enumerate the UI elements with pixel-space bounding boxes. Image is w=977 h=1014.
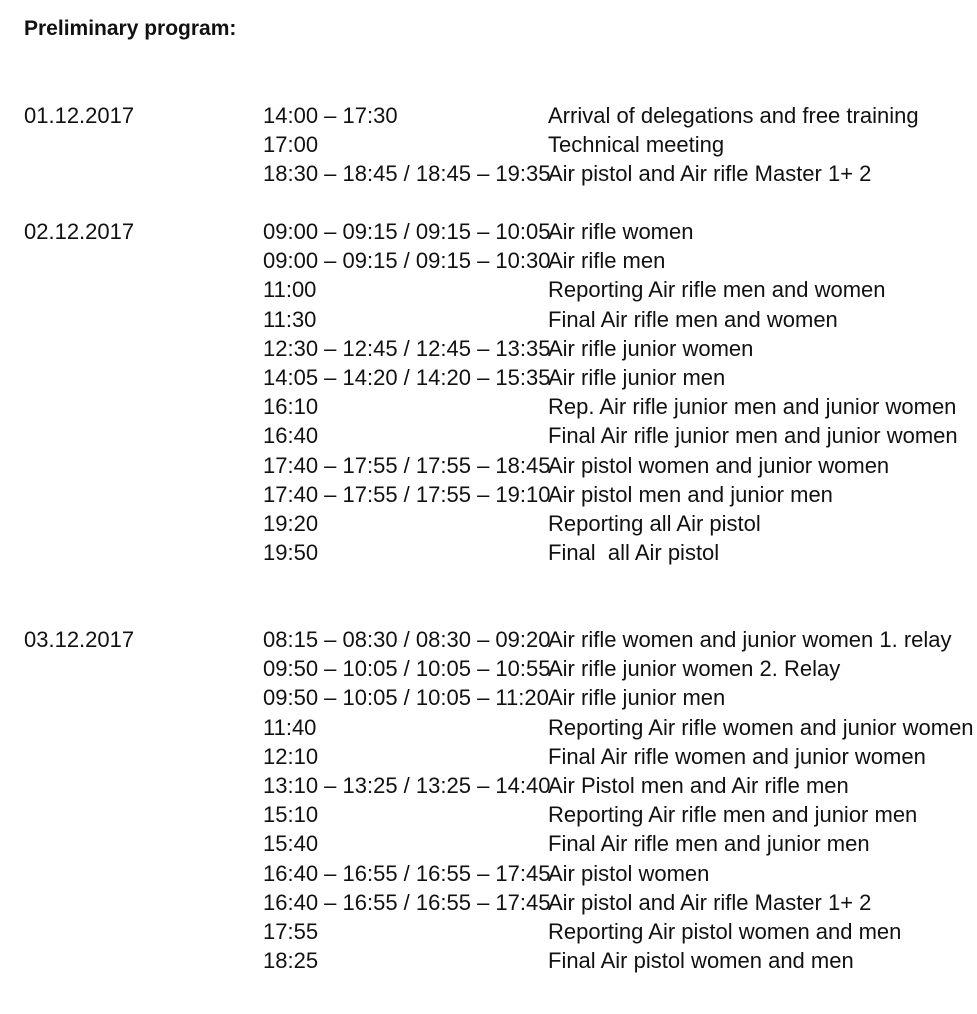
event-name: Air rifle men [548,248,666,274]
time-slot: 15:10 [263,802,319,828]
time-slot: 14:05 – 14:20 / 14:20 – 15:35 [263,364,551,390]
event-name: Rep. Air rifle junior men and junior women [548,394,957,420]
schedule-row [263,101,963,130]
schedule-list [263,217,963,567]
schedule-row [263,363,963,392]
time-slot: 15:40 [263,831,319,857]
schedule-row [263,917,963,946]
schedule-row [263,829,963,858]
time-slot: 16:40 – 16:55 / 16:55 – 17:45 [263,860,551,886]
event-name: Reporting Air rifle women and junior women [548,714,974,740]
event-name: Reporting Air rifle men and women [548,277,886,303]
day-date: 03.12.2017 [24,627,135,652]
schedule-row [263,713,974,742]
event-name: Air pistol women [548,860,710,886]
schedule-row [263,683,963,712]
day-date: 02.12.2017 [24,219,135,244]
event-name: Final Air rifle junior men and junior women [548,423,958,449]
schedule-row [263,538,963,567]
schedule-row [263,246,963,275]
event-name: Air rifle junior women 2. Relay [548,656,841,682]
time-slot: 19:20 [263,510,319,536]
event-name: Air rifle junior men [548,685,726,711]
schedule-row [263,217,963,246]
time-slot: 14:00 – 17:30 [263,103,398,128]
event-name: Air pistol and Air rifle Master 1+ 2 [548,889,872,915]
event-name: Arrival of delegations and free training [548,103,919,128]
schedule-row [263,771,963,800]
time-slot: 09:00 – 09:15 / 09:15 – 10:30 [263,248,551,274]
event-name: Final Air rifle men and junior men [548,831,870,857]
event-name: Air pistol women and junior women [548,452,890,478]
schedule-row [263,888,963,917]
schedule-list [263,101,963,189]
schedule-row [263,421,963,450]
schedule-row [263,859,963,888]
event-name: Reporting Air rifle men and junior men [548,802,918,828]
schedule-row [263,742,963,771]
schedule-row [263,451,963,480]
time-slot: 17:00 [263,132,319,158]
time-slot: 12:10 [263,743,319,769]
event-name: Air pistol and Air rifle Master 1+ 2 [548,161,872,187]
event-name: Air Pistol men and Air rifle men [548,772,849,798]
time-slot: 16:40 [263,423,319,449]
schedule-row [263,509,963,538]
event-name: Air pistol men and junior men [548,481,833,507]
event-name: Reporting all Air pistol [548,510,761,536]
event-name: Final Air rifle women and junior women [548,743,926,769]
time-slot: 11:00 [263,277,317,303]
time-slot: 16:10 [263,394,319,420]
time-slot: 11:40 [263,714,317,740]
event-name: Air rifle women and junior women 1. relay [548,627,952,652]
time-slot: 09:50 – 10:05 / 10:05 – 11:20 [263,685,549,711]
time-slot: 11:30 [263,306,317,332]
page-title: Preliminary program: [24,17,237,40]
schedule-row [263,800,963,829]
time-slot: 09:00 – 09:15 / 09:15 – 10:05 [263,219,551,244]
time-slot: 19:50 [263,540,319,566]
time-slot: 09:50 – 10:05 / 10:05 – 10:55 [263,656,551,682]
time-slot: 18:25 [263,948,319,974]
event-name: Final Air pistol women and men [548,948,854,974]
schedule-row [263,334,963,363]
time-slot: 17:40 – 17:55 / 17:55 – 18:45 [263,452,551,478]
schedule-row [263,159,963,188]
time-slot: 13:10 – 13:25 / 13:25 – 14:40 [263,772,551,798]
schedule-row [263,625,963,654]
time-slot: 08:15 – 08:30 / 08:30 – 09:20 [263,627,551,652]
schedule-row [263,305,963,334]
event-name: Air rifle junior women [548,335,754,361]
time-slot: 16:40 – 16:55 / 16:55 – 17:45 [263,889,551,915]
event-name: Final Air rifle men and women [548,306,838,332]
event-name: Reporting Air pistol women and men [548,918,902,944]
schedule-list [263,625,974,975]
schedule-row [263,392,963,421]
schedule-row [263,130,963,159]
schedule-row [263,654,963,683]
event-name: Air rifle women [548,219,694,244]
time-slot: 12:30 – 12:45 / 12:45 – 13:35 [263,335,551,361]
schedule-row [263,275,963,304]
time-slot: 17:40 – 17:55 / 17:55 – 19:10 [263,481,551,507]
time-slot: 17:55 [263,918,319,944]
time-slot: 18:30 – 18:45 / 18:45 – 19:35 [263,161,551,187]
event-name: Air rifle junior men [548,364,726,390]
day-date: 01.12.2017 [24,103,135,128]
event-name: Final all Air pistol [548,540,720,566]
schedule-row [263,480,963,509]
schedule-row [263,946,963,975]
event-name: Technical meeting [548,132,725,158]
